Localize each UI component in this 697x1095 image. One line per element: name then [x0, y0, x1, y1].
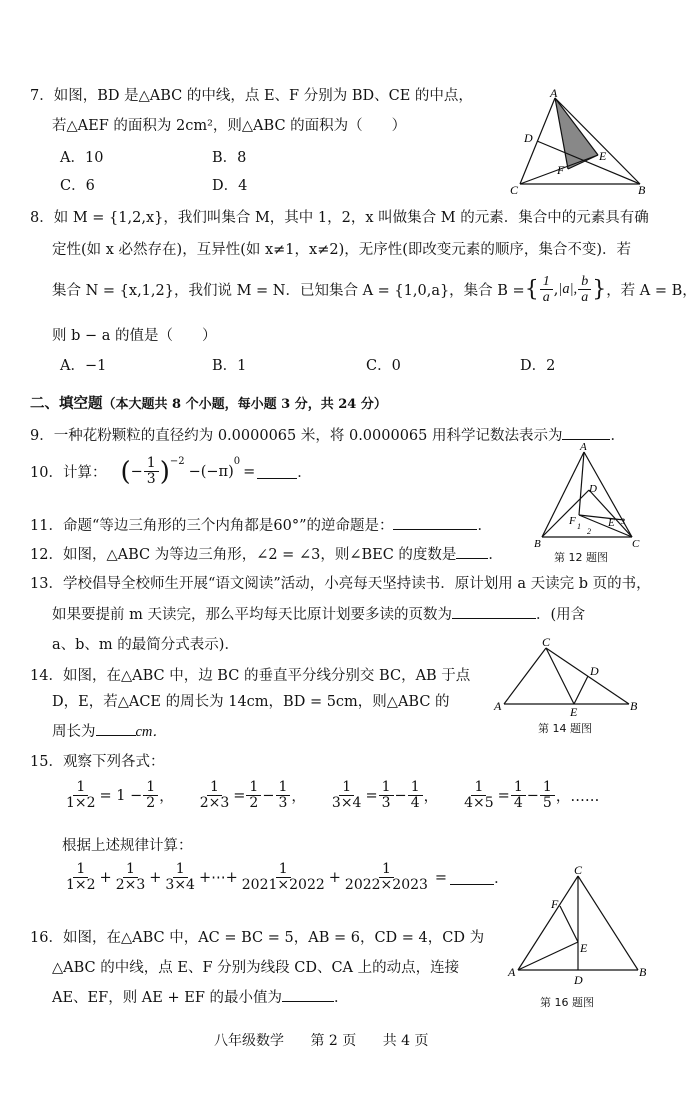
q15-ex2-b-num: 1: [276, 780, 291, 796]
q16-fig-label-f: F: [551, 897, 559, 911]
q8-line3-text-a: 集合 N = {x,1,2}，我们说 M = N．已知集合 A = {1,0,a}，集合 B =: [52, 283, 525, 299]
q12-fig-label-c: C: [632, 538, 640, 550]
q15-ex3-eq: =: [365, 787, 378, 804]
q14-fig-caption: 第 14 题图: [538, 722, 592, 735]
q15-ex2-b-den: 3: [278, 795, 288, 811]
q12-figure: [532, 440, 647, 548]
q7-fig-label-f: F: [557, 163, 565, 177]
q8-option-a: A．−1: [60, 358, 107, 374]
q15-ex4-b-den: 5: [542, 795, 552, 811]
q9-text: 9．一种花粉颗粒的直径约为 0.0000065 米，将 0.0000065 用科学记数法表示为: [30, 428, 563, 444]
q15-ex1-frac: [63, 780, 99, 811]
q12-fig-label-e: E: [608, 517, 615, 529]
q15-ex3-a-num: 1: [379, 780, 394, 796]
q7-fig-label-e: E: [599, 149, 607, 163]
q15-dots: ，……: [555, 789, 600, 805]
q14-line1: 14．如图，在△ABC 中，边 BC 的垂直平分线分别交 BC，AB 于点: [30, 668, 471, 684]
q15-sum: $\frac{1}{1\times 2}$ + $\frac{1}{2\times 3}$ + $\frac{1}{3\times 4}$ +⋯+ $\frac{1}{2021\times 2022}$ + $\frac{1}{2022\times 2023}$ = ．: [62, 862, 509, 893]
q15-sum-term-3-num: 1: [173, 862, 188, 878]
q16-fig-label-a: A: [508, 965, 516, 979]
q12-fig-label-a: A: [580, 441, 587, 453]
q15-sum-eq: =: [434, 869, 448, 886]
q8-setb-frac-1: [540, 274, 553, 305]
q15-ex2-a: [246, 780, 261, 811]
q15-answer-blank: [450, 870, 494, 885]
q10-label: 10．计算：: [30, 465, 107, 481]
section-2-note: （本大题共 8 个小题，每小题 3 分，共 24 分）: [102, 397, 387, 412]
q16-line1: 16．如图，在△ABC 中，AC = BC = 5，AB = 6，CD = 4，CD 为: [30, 930, 485, 946]
q16-fig-label-e: E: [580, 941, 588, 955]
q15-sum-term-5-den: 2022×2023: [344, 877, 428, 893]
q8-setb-frac-1-den: a: [542, 290, 550, 305]
q11-text: 11．命题“等边三角形的三个内角都是60°”的逆命题是：: [30, 518, 394, 534]
q15-sum-term-4: [239, 862, 328, 893]
q7-option-d: D．4: [212, 178, 248, 194]
q15-sum-term-3: [162, 862, 198, 893]
q15-ex4-frac: [461, 780, 497, 811]
q15-ex2-a-den: 2: [249, 795, 259, 811]
q15-ex1-rhs: = 1 −: [99, 787, 143, 804]
q10-exponent-0: 0: [233, 456, 241, 467]
q15-sum-term-1-num: 1: [73, 862, 88, 878]
q13-line2-text-b: ．(用含: [535, 607, 586, 623]
q15-sum-term-2: [113, 862, 149, 893]
q8-line1: 8．如 M = {1,2,x}，我们叫集合 M，其中 1，2，x 叫做集合 M 的元素．集合中的元素具有确: [30, 210, 649, 226]
q7-figure: [505, 86, 655, 198]
q15-ex2-a-num: 1: [246, 780, 261, 796]
q15-ex2-den: 2×3: [199, 795, 230, 811]
q9: 9．一种花粉颗粒的直径约为 0.0000065 米，将 0.0000065 用科学记数法表示为 ．: [30, 424, 625, 445]
q15-ex4-den: 4×5: [464, 795, 494, 811]
q15-ex4-a-den: 4: [513, 795, 523, 811]
q15-line3: 根据上述规律计算：: [62, 838, 193, 854]
q15-ex4-num: 1: [471, 780, 486, 796]
q10-open-paren: (: [120, 456, 131, 487]
q12-text: 12．如图，△ABC 为等边三角形，∠2 = ∠3，则∠BEC 的度数是: [30, 547, 457, 563]
q16-line3: AE、EF，则 AE + EF 的最小值为 ．: [52, 986, 349, 1007]
q14-fig-label-b: B: [630, 699, 638, 713]
q14-line2: D，E，若△ACE 的周长为 14cm，BD = 5cm，则△ABC 的: [52, 694, 450, 710]
q14-fig-label-a: A: [494, 699, 502, 713]
q12-fig-label-f: F: [569, 515, 576, 527]
footer-subject: 八年级数学: [214, 1033, 284, 1049]
q14-line3-text-a: 周长为: [52, 724, 96, 740]
q16-answer-blank: [282, 987, 334, 1002]
q15-sum-term-5: [342, 862, 431, 893]
q8-line3: 集合 N = {x,1,2}，我们说 M = N．已知集合 A = {1,0,a}，集合 B = { $\frac{1}{a}$ , |a|, $\frac{b}{a}$ } ，若 A = B，: [52, 274, 697, 305]
q15-examples: $\frac{1}{1\times 2}$ = 1 − $\frac{1}{2}$ ， $\frac{1}{2\times 3}$ = $\frac{1}{2}$ − $\frac{1}{3}$ ， $\frac{1}{3\times 4}$ = $\frac{1}{3}$ − $\frac{1}{4}$ ， $\frac{1}{4\times 5}$ = $\frac{1}{4}$ − $\frac{1}{5}$ ，……: [62, 780, 599, 811]
q15-ex2-frac: [197, 780, 233, 811]
q12-fig-label-d: D: [589, 483, 597, 495]
q15-sum-term-2-den: 2×3: [115, 877, 146, 893]
q12-fig-caption: 第 12 题图: [554, 551, 608, 564]
q15-ex3-a: [379, 780, 394, 811]
q8-option-b: B．1: [212, 358, 247, 374]
q8-option-d: D．2: [520, 358, 556, 374]
q15-ex2-minus: −: [262, 787, 275, 804]
q7-fig-label-b: B: [638, 183, 646, 197]
q8-option-c: C．0: [366, 358, 401, 374]
q14-fig-label-d: D: [590, 664, 599, 678]
q7-fig-label-a: A: [550, 86, 558, 100]
q12-fig-angle-3: 3: [621, 517, 625, 526]
q12-fig-angle-2: 2: [587, 527, 591, 536]
q13-line1: 13．学校倡导全校师生开展“语文阅读”活动，小亮每天坚持读书．原计划用 a 天读完 b 页的书，: [30, 576, 651, 592]
q14-fig-label-c: C: [542, 635, 551, 649]
section-2-title: 二、填空题: [30, 396, 103, 412]
q10-exponent: −2: [169, 456, 185, 467]
q7-option-b: B．8: [212, 150, 247, 166]
q15-ex2-eq: =: [233, 787, 246, 804]
footer-total: 共 4 页: [382, 1033, 429, 1049]
section-2-heading: [30, 392, 387, 413]
q15-line1: 15．观察下列各式：: [30, 754, 165, 770]
q12: 12．如图，△ABC 为等边三角形，∠2 = ∠3，则∠BEC 的度数是 ．: [30, 543, 503, 564]
q10-close-paren: ): [159, 456, 170, 487]
q10-answer-blank: [257, 464, 297, 479]
q15-ex1-num: 1: [73, 780, 88, 796]
q10-expr-b: −(−π): [188, 463, 234, 480]
q14-fig-label-e: E: [570, 705, 578, 719]
q13-line2-text-a: 如果要提前 m 天读完，那么平均每天比原计划要多读的页数为: [52, 607, 452, 623]
q16-fig-label-d: D: [574, 973, 583, 987]
q15-sum-term-1: [63, 862, 99, 893]
q14-figure: [492, 636, 642, 718]
q8-setb-abs-a: |a|,: [558, 281, 578, 297]
q12-answer-blank: [456, 544, 488, 559]
page-footer: [214, 1030, 429, 1050]
q10: 10．计算： ( − $\frac{1}{3}$ ) $^{-2}$ −(−π) $^0$ = ．: [30, 455, 312, 487]
q15-ex4-eq: =: [497, 787, 510, 804]
q7-fig-label-d: D: [524, 131, 533, 145]
q15-ex3-frac: [329, 780, 365, 811]
q15-sum-term-1-den: 1×2: [66, 877, 96, 893]
q10-equals: =: [243, 463, 256, 480]
q15-ex3-b: [408, 780, 423, 811]
q15-ex1-rhs-den: 2: [146, 795, 156, 811]
q13-line2: [52, 603, 585, 624]
q15-ex3-den: 3×4: [331, 795, 362, 811]
q7-option-a: A．10: [60, 150, 104, 166]
q8-line3-text-b: ，若 A = B，: [606, 283, 697, 299]
q8-setb-frac-2: [578, 274, 591, 305]
q15-ex4-b: [540, 780, 555, 811]
q14-line3: [52, 720, 167, 741]
q15-sum-term-3-den: 3×4: [165, 877, 195, 893]
q10-frac-num: 1: [144, 456, 159, 472]
q15-ex2-b: [276, 780, 291, 811]
q15-ex1-rhs-frac: [143, 780, 158, 811]
q15-ex4-b-num: 1: [540, 780, 555, 796]
q13-answer-blank: [452, 604, 536, 619]
q15-sum-ellipsis: +⋯+: [198, 869, 238, 886]
footer-page: 第 2 页: [310, 1033, 357, 1049]
q12-fig-angle-1: 1: [577, 522, 581, 531]
q15-ex1-den: 1×2: [66, 795, 96, 811]
q8-setb-frac-1-num: 1: [540, 274, 553, 290]
q8-setb-frac-2-den: a: [581, 290, 589, 305]
q16-line3-text: AE、EF，则 AE + EF 的最小值为: [52, 990, 282, 1006]
q16-fig-label-b: B: [639, 965, 647, 979]
q13-line3: a、b、m 的最简分式表示)．: [52, 637, 239, 653]
q15-sum-term-4-den: 2021×2022: [241, 877, 325, 893]
q7-fig-label-c: C: [510, 183, 519, 197]
q8-line4: 则 b − a 的值是（ ）: [52, 328, 217, 344]
q11-answer-blank: [393, 515, 477, 530]
q9-answer-blank: [562, 425, 610, 440]
q15-ex4-a: [511, 780, 526, 811]
q15-ex3-a-den: 3: [381, 795, 391, 811]
q7-line1: 7．如图，BD 是△ABC 的中线，点 E、F 分别为 BD、CE 的中点，: [30, 88, 473, 104]
q15-sum-term-5-num: 1: [379, 862, 394, 878]
q8-setb-frac-2-num: b: [578, 274, 591, 290]
q7-option-c: C．6: [60, 178, 95, 194]
q12-fig-label-b: B: [534, 538, 541, 550]
q15-ex3-minus: −: [394, 787, 407, 804]
q15-ex1-rhs-num: 1: [143, 780, 158, 796]
q8-setb-open-brace: {: [524, 277, 539, 302]
q15-ex2-num: 1: [207, 780, 222, 796]
q15-ex4-minus: −: [526, 787, 539, 804]
q15-sum-term-4-num: 1: [276, 862, 291, 878]
q16-figure: [506, 862, 656, 990]
q15-ex4-a-num: 1: [511, 780, 526, 796]
q14-line3-text-b: cm．: [135, 724, 167, 740]
q10-frac: [144, 456, 159, 487]
q15-ex3-num: 1: [339, 780, 354, 796]
q15-sum-term-2-num: 1: [123, 862, 138, 878]
q10-frac-den: 3: [146, 471, 156, 487]
q16-line2: △ABC 的中线，点 E、F 分别为线段 CD、CA 上的动点，连接: [52, 960, 460, 976]
q14-answer-blank: [96, 721, 136, 736]
q8-setb-close-brace: }: [592, 277, 607, 302]
q10-minus: −: [130, 463, 143, 480]
q8-line2: 定性(如 x 必然存在)，互异性(如 x≠1，x≠2)，无序性(即改变元素的顺序，集合不变)．若: [52, 242, 632, 258]
q16-fig-caption: 第 16 题图: [540, 996, 594, 1009]
q15-ex3-b-num: 1: [408, 780, 423, 796]
q11: 11．命题“等边三角形的三个内角都是60°”的逆命题是： ．: [30, 514, 492, 535]
q7-line2: 若△AEF 的面积为 2cm²，则△ABC 的面积为（ ）: [52, 118, 407, 134]
q15-ex3-b-den: 4: [410, 795, 420, 811]
q16-fig-label-c: C: [574, 863, 583, 877]
